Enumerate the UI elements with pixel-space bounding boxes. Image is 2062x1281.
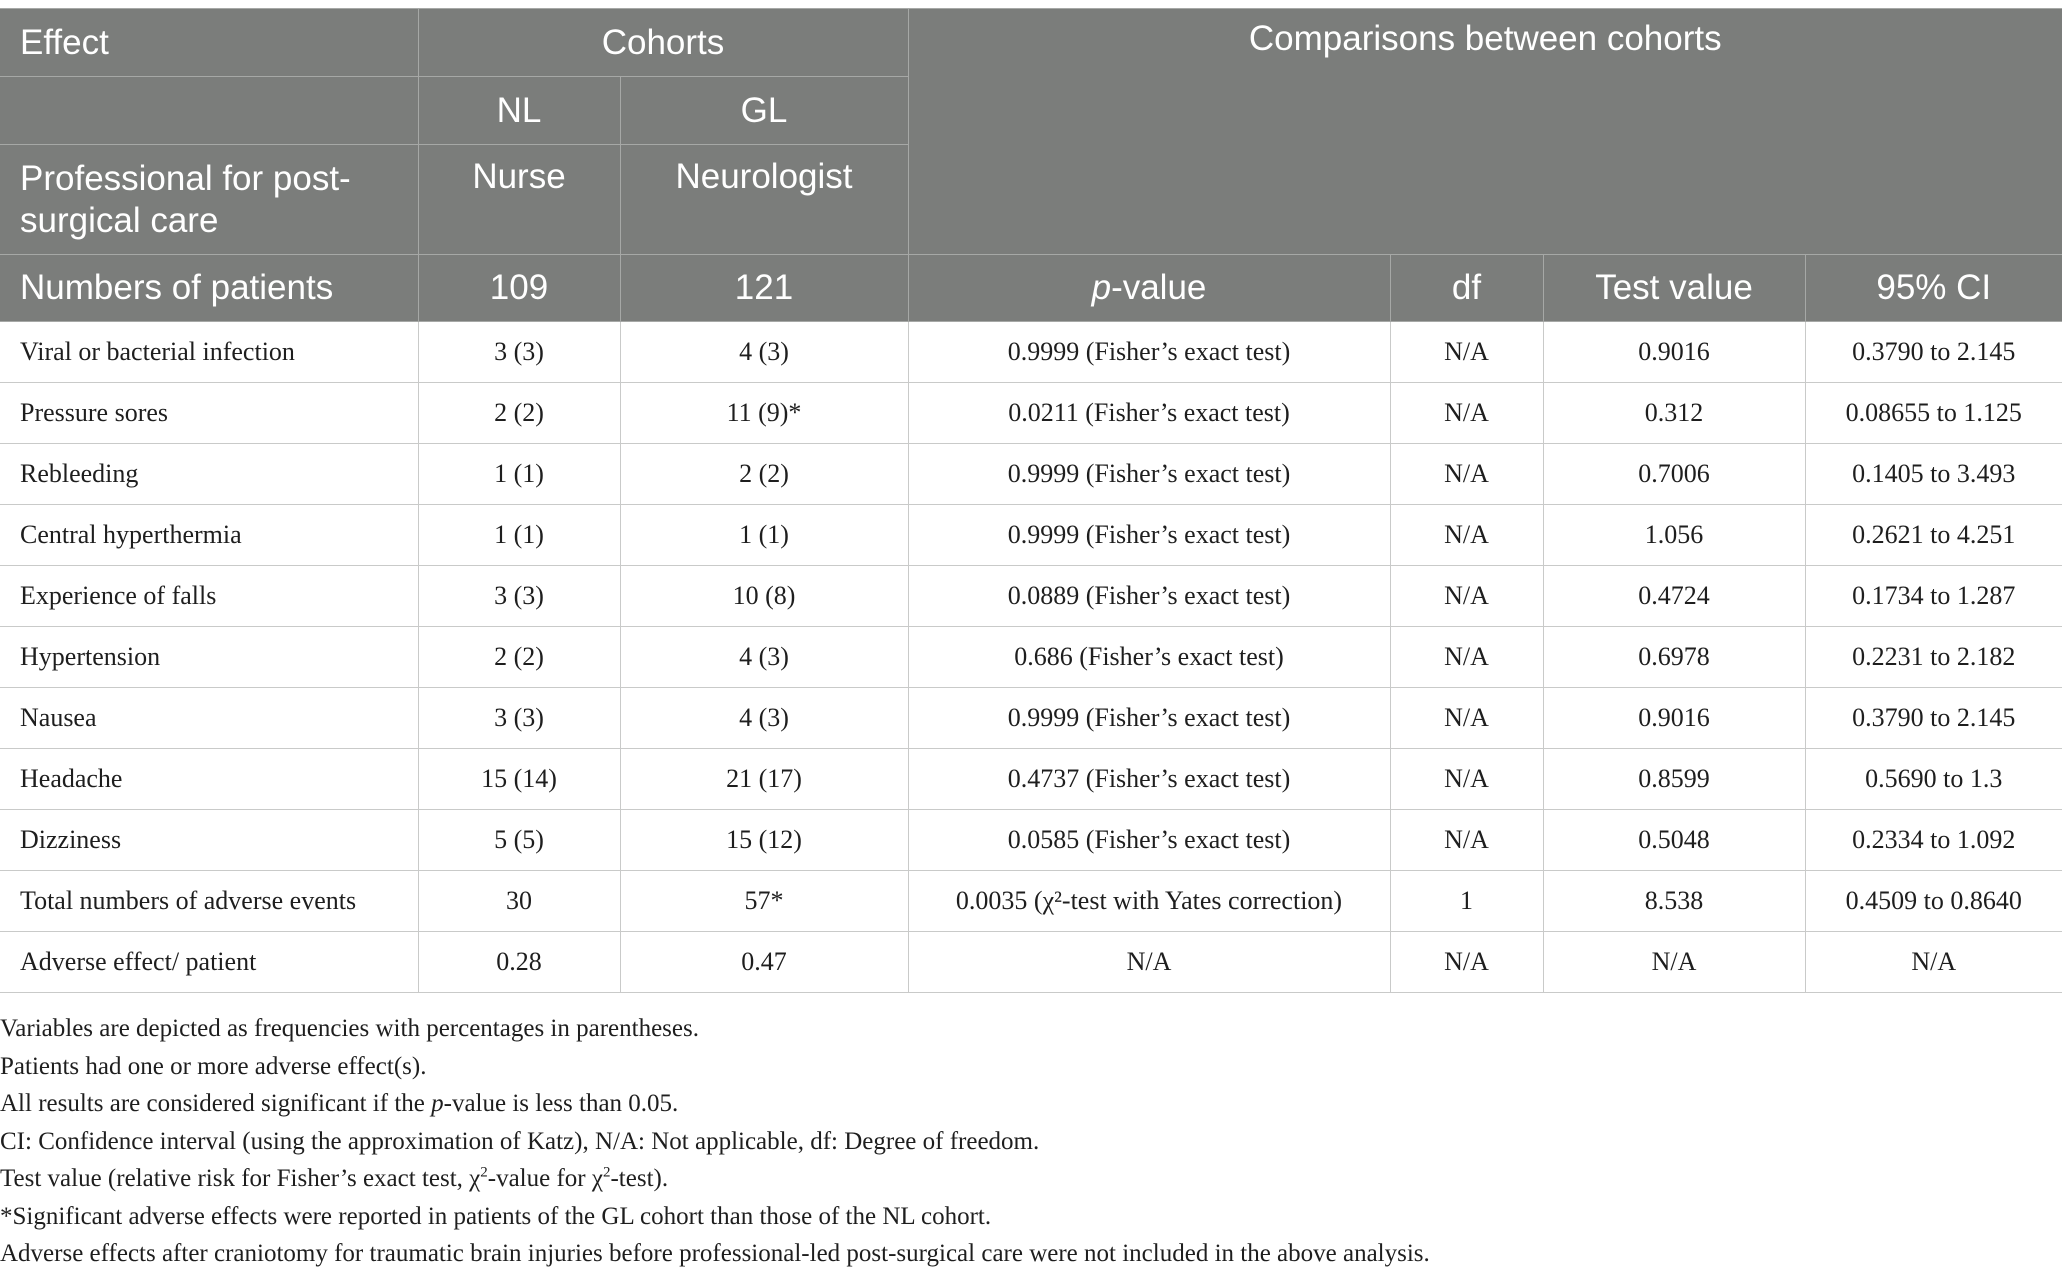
effect-cell: Nausea: [0, 688, 418, 749]
superscript: 2: [602, 1164, 611, 1181]
table-row: [0, 383, 2062, 444]
pvalue-cell: 0.686 (Fisher’s exact test): [908, 627, 1390, 688]
table-footnotes: [0, 1010, 2062, 1273]
pvalue-cell: 0.0211 (Fisher’s exact test): [908, 383, 1390, 444]
pvalue-cell: 0.9999 (Fisher’s exact test): [908, 444, 1390, 505]
patients-label: Numbers of patients: [0, 255, 418, 322]
footnote-text: Test value (relative risk for Fisher’s exact test, χ: [0, 1165, 481, 1192]
nl-cell: 3 (3): [418, 566, 620, 627]
ci-cell: 0.2334 to 1.092: [1805, 810, 2062, 871]
nl-cell: 2 (2): [418, 383, 620, 444]
table-row: [0, 688, 2062, 749]
df-cell: N/A: [1390, 505, 1543, 566]
gl-cell: 4 (3): [620, 322, 908, 383]
gl-cell: 11 (9)*: [620, 383, 908, 444]
nl-cell: 2 (2): [418, 627, 620, 688]
ci-cell: 0.5690 to 1.3: [1805, 749, 2062, 810]
pvalue-cell: 0.9999 (Fisher’s exact test): [908, 322, 1390, 383]
effect-cell: Experience of falls: [0, 566, 418, 627]
header-blank-cell: [0, 77, 418, 145]
test-value-cell: 0.6978: [1543, 627, 1805, 688]
pvalue-suffix: -value: [1111, 268, 1207, 307]
pvalue-italic: p: [1091, 268, 1112, 307]
gl-cell: 2 (2): [620, 444, 908, 505]
footnote-text: All results are considered significant if the: [0, 1090, 432, 1117]
gl-cell: 57*: [620, 871, 908, 932]
gl-patient-count: 121: [620, 255, 908, 322]
gl-cell: 21 (17): [620, 749, 908, 810]
effect-cell: Central hyperthermia: [0, 505, 418, 566]
nurse-header: Nurse: [418, 145, 620, 255]
effect-cell: Viral or bacterial infection: [0, 322, 418, 383]
ci-cell: 0.4509 to 0.8640: [1805, 871, 2062, 932]
adverse-effects-table: [0, 8, 2062, 993]
table-row: [0, 566, 2062, 627]
gl-header: GL: [620, 77, 908, 145]
nl-cell: 1 (1): [418, 444, 620, 505]
pvalue-cell: 0.9999 (Fisher’s exact test): [908, 688, 1390, 749]
ci-cell: N/A: [1805, 932, 2062, 993]
table-row: [0, 810, 2062, 871]
pvalue-cell: N/A: [908, 932, 1390, 993]
footnote-text: -test).: [610, 1165, 669, 1192]
df-cell: N/A: [1390, 444, 1543, 505]
df-cell: N/A: [1390, 566, 1543, 627]
footnote: Adverse effects after craniotomy for traumatic brain injuries before professional-led post-surgical care were not included in the above analysis.: [0, 1240, 1430, 1267]
pvalue-cell: 0.4737 (Fisher’s exact test): [908, 749, 1390, 810]
table-row: [0, 749, 2062, 810]
pvalue-cell: 0.0889 (Fisher’s exact test): [908, 566, 1390, 627]
footnote: Patients had one or more adverse effect(s).: [0, 1052, 427, 1080]
test-value-cell: 0.4724: [1543, 566, 1805, 627]
test-value-header: Test value: [1543, 255, 1805, 322]
df-cell: N/A: [1390, 749, 1543, 810]
ci-cell: 0.08655 to 1.125: [1805, 383, 2062, 444]
ci-cell: 0.1405 to 3.493: [1805, 444, 2062, 505]
gl-cell: 0.47: [620, 932, 908, 993]
ci-cell: 0.1734 to 1.287: [1805, 566, 2062, 627]
nl-patient-count: 109: [418, 255, 620, 322]
effect-cell: Adverse effect/ patient: [0, 932, 418, 993]
test-value-cell: 0.7006: [1543, 444, 1805, 505]
cohorts-header: Cohorts: [418, 9, 908, 77]
nl-cell: 3 (3): [418, 688, 620, 749]
gl-cell: 15 (12): [620, 810, 908, 871]
pvalue-cell: 0.0585 (Fisher’s exact test): [908, 810, 1390, 871]
nl-cell: 3 (3): [418, 322, 620, 383]
table-row: [0, 627, 2062, 688]
df-cell: N/A: [1390, 810, 1543, 871]
test-value-cell: 8.538: [1543, 871, 1805, 932]
adverse-effects-table-container: [0, 8, 2062, 993]
professional-label: Professional for post-surgical care: [0, 145, 418, 255]
test-value-cell: 1.056: [1543, 505, 1805, 566]
nl-cell: 5 (5): [418, 810, 620, 871]
test-value-cell: 0.9016: [1543, 688, 1805, 749]
table-row: [0, 444, 2062, 505]
table-header: [0, 9, 2062, 322]
df-header: df: [1390, 255, 1543, 322]
superscript: 2: [480, 1164, 488, 1181]
ci-cell: 0.3790 to 2.145: [1805, 322, 2062, 383]
ci-cell: 0.2621 to 4.251: [1805, 505, 2062, 566]
footnote: [0, 1085, 2062, 1123]
df-cell: N/A: [1390, 383, 1543, 444]
effect-header: Effect: [0, 9, 418, 77]
table-row: [0, 871, 2062, 932]
gl-cell: 1 (1): [620, 505, 908, 566]
effect-cell: Pressure sores: [0, 383, 418, 444]
test-value-cell: 0.9016: [1543, 322, 1805, 383]
df-cell: 1: [1390, 871, 1543, 932]
effect-cell: Dizziness: [0, 810, 418, 871]
comparisons-header: Comparisons between cohorts: [908, 9, 2062, 255]
nl-cell: 15 (14): [418, 749, 620, 810]
footnote: *Significant adverse effects were reported in patients of the GL cohort than those of the NL cohort.: [0, 1202, 992, 1230]
pvalue-cell: 0.9999 (Fisher’s exact test): [908, 505, 1390, 566]
df-cell: N/A: [1390, 627, 1543, 688]
test-value-cell: N/A: [1543, 932, 1805, 993]
table-row: [0, 932, 2062, 993]
ci-cell: 0.2231 to 2.182: [1805, 627, 2062, 688]
footnote-text: -value for χ: [487, 1165, 603, 1192]
footnote: CI: Confidence interval (using the approximation of Katz), N/A: Not applicable, df: Degree of freedom.: [0, 1127, 1040, 1155]
gl-cell: 4 (3): [620, 627, 908, 688]
df-cell: N/A: [1390, 932, 1543, 993]
test-value-cell: 0.5048: [1543, 810, 1805, 871]
gl-cell: 4 (3): [620, 688, 908, 749]
test-value-cell: 0.8599: [1543, 749, 1805, 810]
ci-header: 95% CI: [1805, 255, 2062, 322]
footnote: Variables are depicted as frequencies with percentages in parentheses.: [0, 1015, 699, 1042]
effect-cell: Rebleeding: [0, 444, 418, 505]
nl-cell: 1 (1): [418, 505, 620, 566]
effect-cell: Total numbers of adverse events: [0, 871, 418, 932]
test-value-cell: 0.312: [1543, 383, 1805, 444]
pvalue-cell: 0.0035 (χ²-test with Yates correction): [908, 871, 1390, 932]
gl-cell: 10 (8): [620, 566, 908, 627]
effect-cell: Headache: [0, 749, 418, 810]
table-row: [0, 322, 2062, 383]
nl-header: NL: [418, 77, 620, 145]
nl-cell: 30: [418, 871, 620, 932]
ci-cell: 0.3790 to 2.145: [1805, 688, 2062, 749]
pvalue-header: [908, 255, 1390, 322]
table-row: [0, 505, 2062, 566]
footnote-italic: p: [431, 1090, 444, 1117]
effect-cell: Hypertension: [0, 627, 418, 688]
df-cell: N/A: [1390, 688, 1543, 749]
neurologist-header: Neurologist: [620, 145, 908, 255]
footnote: [0, 1160, 2062, 1198]
table-body: [0, 322, 2062, 993]
footnote-text: -value is less than 0.05.: [443, 1090, 679, 1117]
nl-cell: 0.28: [418, 932, 620, 993]
df-cell: N/A: [1390, 322, 1543, 383]
